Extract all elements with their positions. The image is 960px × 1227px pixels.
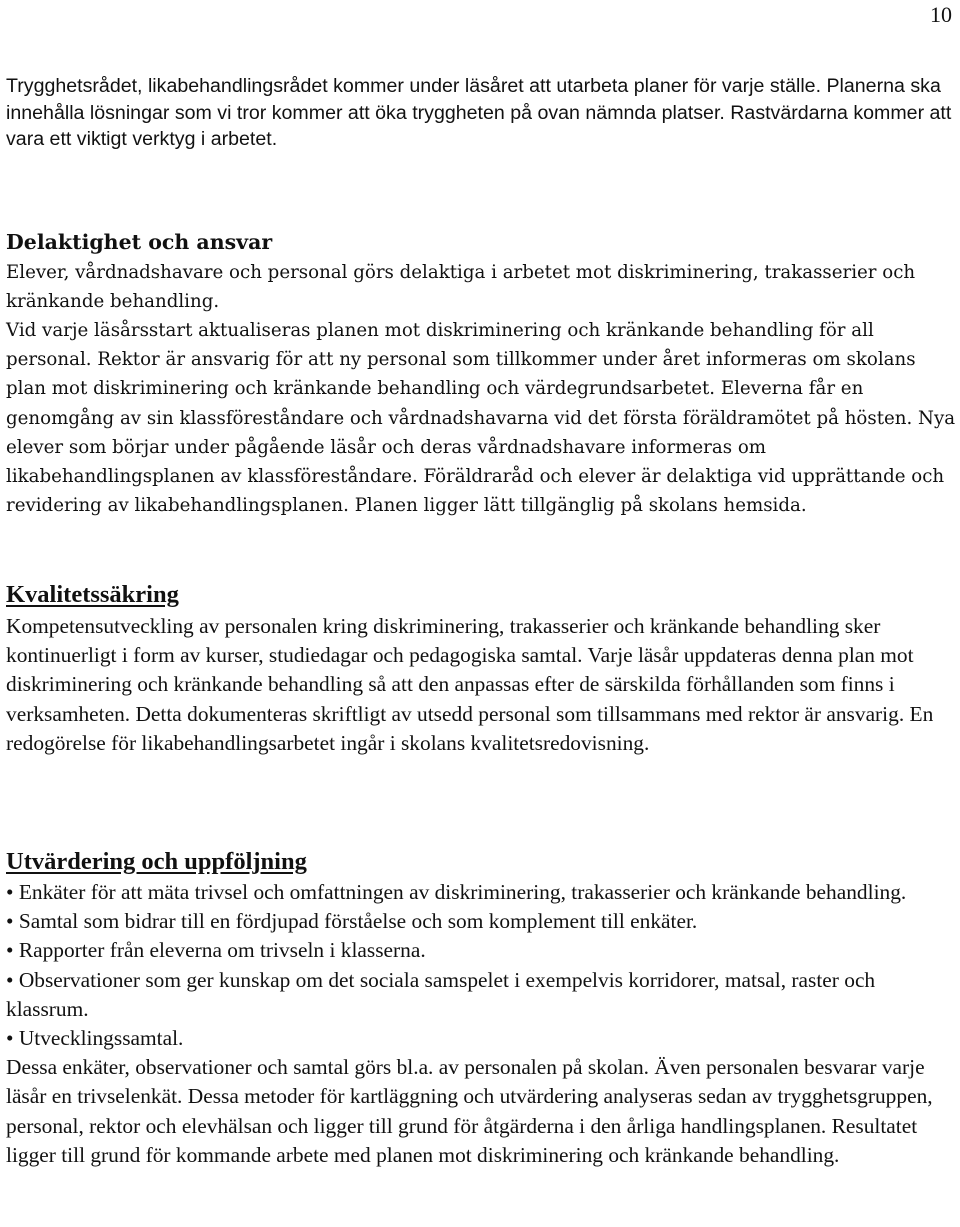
delaktighet-paragraph-2: Vid varje läsårsstart aktualiseras planen mot diskriminering och kränkande behandling för all personal. Rektor är ansvarig för att ny personal som tillkommer under året informeras om skolans plan mot diskriminering och kränkande behandling och värdegrundsarbetet. Eleverna får en genomgång av sin klassföreståndare och vårdnadshavarna vid det första föräldramötet på hösten. Nya elever som börjar under pågående läsår och deras vårdnadshavare informeras om likabehandlingsplanen av klassföreståndare. Föräldraråd och elever är delaktiga vid upprättande och revidering av likabehandlingsplanen. Planen ligger lätt tillgänglig på skolans hemsida. (6, 320, 956, 517)
list-item: • Rapporter från eleverna om trivseln i klasserna. (6, 938, 426, 963)
page-number: 10 (930, 2, 952, 27)
utvardering-bullet-list (6, 878, 958, 1170)
utvardering-closing-paragraph: Dessa enkäter, observationer och samtal görs bl.a. av personalen på skolan. Även personalen besvarar varje läsår en trivselenkät. Dessa metoder för kartläggning och utvärdering analyseras sedan av trygghetsgruppen, personal, rektor och elevhälsan och ligger till grund för åtgärderna i den årliga handlingsplanen. Resultatet ligger till grund för kommande arbete med planen mot diskriminering och kränkande behandling. (6, 1055, 933, 1167)
list-item: • Samtal som bidrar till en fördjupad förståelse och som komplement till enkäter. (6, 909, 698, 934)
section-heading-utvardering: Utvärdering och uppföljning (6, 848, 307, 875)
list-item: • Enkäter för att mäta trivsel och omfattningen av diskriminering, trakasserier och kränkande behandling. (6, 880, 907, 904)
section-heading-kvalitetssakring: Kvalitetssäkring (6, 581, 179, 608)
kvalitet-paragraph: Kompetensutveckling av personalen kring diskriminering, trakasserier och kränkande behandling sker kontinuerligt i form av kurser, studiedagar och pedagogiska samtal. Varje läsår uppdateras denna plan mot diskriminering och kränkande behandling så att den anpassas efter de särskilda förhållanden som finns i verksamheten. Detta dokumenteras skriftligt av utsedd personal som tillsammans med rektor är ansvarig. En redogörelse för likabehandlingsarbetet ingår i skolans kvalitetsredovisning. (6, 614, 934, 755)
delaktighet-paragraph-1: Elever, vårdnadshavare och personal görs delaktiga i arbetet mot diskriminering, trakasserier och kränkande behandling. (6, 262, 916, 313)
list-item: • Observationer som ger kunskap om det sociala samspelet i exempelvis korridorer, matsal, raster och klassrum. (6, 967, 876, 1021)
intro-paragraph: Trygghetsrådet, likabehandlingsrådet kommer under läsåret att utarbeta planer för varje ställe. Planerna ska innehålla lösningar som vi tror kommer att öka tryggheten på ovan nämnda platser. Rastvärdarna kommer att vara ett viktigt verktyg i arbetet. (6, 75, 952, 150)
list-item: • Utvecklingssamtal. (6, 1026, 184, 1051)
section-heading-delaktighet: Delaktighet och ansvar (6, 230, 273, 254)
